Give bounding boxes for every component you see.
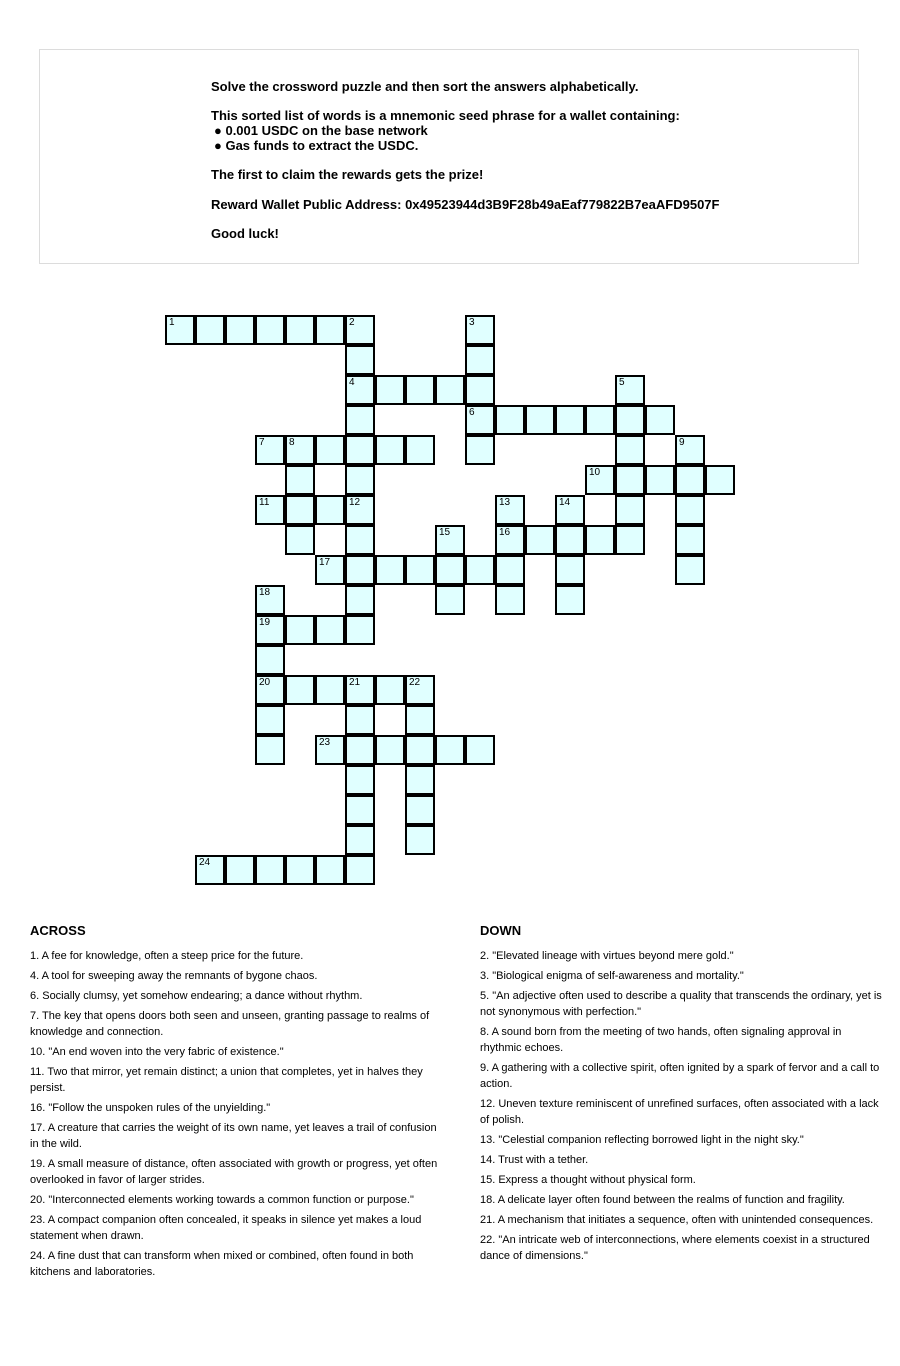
crossword-cell[interactable]: [285, 435, 315, 465]
crossword-cell[interactable]: [345, 795, 375, 825]
crossword-cell[interactable]: [255, 735, 285, 765]
crossword-cell[interactable]: [345, 585, 375, 615]
crossword-cell[interactable]: [285, 525, 315, 555]
crossword-cell[interactable]: [255, 585, 285, 615]
clue-number: 21: [349, 677, 361, 688]
crossword-cell[interactable]: [345, 705, 375, 735]
crossword-cell[interactable]: [345, 345, 375, 375]
across-clue: 10. "An end woven into the very fabric of existence.": [30, 1046, 284, 1058]
bullet-usdc: ● 0.001 USDC on the base network: [214, 123, 428, 138]
crossword-cell[interactable]: [675, 465, 705, 495]
crossword-cell[interactable]: [435, 525, 465, 555]
crossword-cell[interactable]: [585, 465, 615, 495]
crossword-cell[interactable]: [345, 435, 375, 465]
across-clues: [30, 923, 440, 1284]
crossword-cell[interactable]: [495, 525, 525, 555]
crossword-cell[interactable]: [225, 855, 255, 885]
clue-number: 20: [259, 677, 271, 688]
crossword-cell[interactable]: [405, 825, 435, 855]
across-clue: 19. A small measure of distance, often associated with growth or progress, yet often overlooked in favor of larger strides.: [30, 1158, 438, 1186]
clue-number: 18: [259, 587, 271, 598]
crossword-cell[interactable]: [345, 675, 375, 705]
crossword-cell[interactable]: [585, 525, 615, 555]
crossword-cell[interactable]: [675, 555, 705, 585]
crossword-cell[interactable]: [375, 735, 405, 765]
down-clue: 18. A delicate layer often found between the realms of function and fragility.: [480, 1194, 845, 1206]
crossword-cell[interactable]: [255, 645, 285, 675]
clue-number: 8: [289, 437, 295, 448]
crossword-cell[interactable]: [315, 495, 345, 525]
wallet-address: Reward Wallet Public Address: 0x49523944d3B9F28b49aEaf779822B7eaAFD9507F: [211, 197, 720, 212]
crossword-cell[interactable]: [255, 705, 285, 735]
crossword-cell[interactable]: [345, 465, 375, 495]
crossword-cell[interactable]: [555, 555, 585, 585]
crossword-cell[interactable]: [345, 405, 375, 435]
down-clue: 5. "An adjective often used to describe a quality that transcends the ordinary, yet is not synonymous with perfection.": [480, 990, 882, 1018]
crossword-cell[interactable]: [555, 495, 585, 525]
crossword-cell[interactable]: [465, 315, 495, 345]
crossword-cell[interactable]: [495, 555, 525, 585]
crossword-cell[interactable]: [345, 855, 375, 885]
crossword-cell[interactable]: [285, 855, 315, 885]
crossword-cell[interactable]: [705, 465, 735, 495]
down-clue: 13. "Celestial companion reflecting borrowed light in the night sky.": [480, 1134, 804, 1146]
crossword-cell[interactable]: [375, 675, 405, 705]
crossword-cell[interactable]: [345, 555, 375, 585]
across-heading: ACROSS: [30, 923, 86, 938]
across-clue: 23. A compact companion often concealed, it speaks in silence yet makes a loud statement when drawn.: [30, 1214, 422, 1242]
crossword-cell[interactable]: [345, 825, 375, 855]
crossword-cell[interactable]: [525, 405, 555, 435]
crossword-cell[interactable]: [345, 735, 375, 765]
crossword-cell[interactable]: [675, 435, 705, 465]
crossword-cell[interactable]: [615, 525, 645, 555]
down-clue: 15. Express a thought without physical form.: [480, 1174, 696, 1186]
crossword-cell[interactable]: [435, 735, 465, 765]
crossword-cell[interactable]: [345, 315, 375, 345]
crossword-cell[interactable]: [615, 495, 645, 525]
crossword-cell[interactable]: [465, 435, 495, 465]
crossword-cell[interactable]: [345, 525, 375, 555]
crossword-cell[interactable]: [345, 495, 375, 525]
across-clue: 4. A tool for sweeping away the remnants of bygone chaos.: [30, 970, 318, 982]
clue-number: 2: [349, 317, 355, 328]
down-clue: 14. Trust with a tether.: [480, 1154, 589, 1166]
clue-number: 17: [319, 557, 331, 568]
crossword-cell[interactable]: [315, 615, 345, 645]
clue-number: 7: [259, 437, 265, 448]
clue-number: 19: [259, 617, 271, 628]
crossword-cell[interactable]: [615, 405, 645, 435]
crossword-cell[interactable]: [555, 525, 585, 555]
crossword-cell[interactable]: [255, 435, 285, 465]
crossword-cell[interactable]: [405, 735, 435, 765]
crossword-cell[interactable]: [285, 615, 315, 645]
crossword-cell[interactable]: [465, 555, 495, 585]
down-clue: 22. "An intricate web of interconnections, where elements coexist in a structured dance of dimensions.": [480, 1234, 870, 1262]
crossword-cell[interactable]: [585, 405, 615, 435]
down-clues: [480, 923, 885, 1268]
clue-number: 6: [469, 407, 475, 418]
crossword-cell[interactable]: [285, 315, 315, 345]
crossword-cell[interactable]: [315, 315, 345, 345]
down-clue: 12. Uneven texture reminiscent of unrefined surfaces, often associated with a lack of polish.: [480, 1098, 879, 1126]
crossword-cell[interactable]: [495, 585, 525, 615]
clue-number: 4: [349, 377, 355, 388]
crossword-cell[interactable]: [375, 555, 405, 585]
crossword-cell[interactable]: [195, 315, 225, 345]
crossword-cell[interactable]: [315, 675, 345, 705]
clue-number: 23: [319, 737, 331, 748]
crossword-cell[interactable]: [285, 495, 315, 525]
clue-number: 1: [169, 317, 175, 328]
crossword-cell[interactable]: [405, 555, 435, 585]
crossword-cell[interactable]: [255, 855, 285, 885]
crossword-cell[interactable]: [405, 795, 435, 825]
crossword-cell[interactable]: [645, 405, 675, 435]
across-clue: 1. A fee for knowledge, often a steep price for the future.: [30, 950, 304, 962]
crossword-cell[interactable]: [465, 405, 495, 435]
crossword-cell[interactable]: [315, 735, 345, 765]
crossword-cell[interactable]: [495, 495, 525, 525]
crossword-cell[interactable]: [495, 405, 525, 435]
crossword-cell[interactable]: [315, 555, 345, 585]
crossword-cell[interactable]: [525, 525, 555, 555]
crossword-cell[interactable]: [285, 465, 315, 495]
clue-number: 10: [589, 467, 601, 478]
crossword-cell[interactable]: [225, 315, 255, 345]
crossword-cell[interactable]: [405, 375, 435, 405]
crossword-cell[interactable]: [465, 375, 495, 405]
crossword-cell[interactable]: [465, 345, 495, 375]
crossword-cell[interactable]: [405, 705, 435, 735]
down-clue: 2. "Elevated lineage with virtues beyond mere gold.": [480, 950, 734, 962]
across-clue: 24. A fine dust that can transform when mixed or combined, often found in both kitchens and laboratories.: [30, 1250, 414, 1278]
clue-number: 22: [409, 677, 421, 688]
crossword-cell[interactable]: [615, 375, 645, 405]
crossword-cell[interactable]: [645, 465, 675, 495]
seed-phrase-text: This sorted list of words is a mnemonic seed phrase for a wallet containing:: [211, 108, 680, 123]
clue-number: 5: [619, 377, 625, 388]
crossword-cell[interactable]: [555, 585, 585, 615]
instruction-text: Solve the crossword puzzle and then sort the answers alphabetically.: [211, 79, 639, 94]
across-clue: 16. "Follow the unspoken rules of the unyielding.": [30, 1102, 271, 1114]
across-clue: 6. Socially clumsy, yet somehow endearing; a dance without rhythm.: [30, 990, 363, 1002]
claim-text: The first to claim the rewards gets the prize!: [211, 167, 484, 182]
crossword-cell[interactable]: [375, 375, 405, 405]
down-clue: 21. A mechanism that initiates a sequence, often with unintended consequences.: [480, 1214, 874, 1226]
down-clue: 8. A sound born from the meeting of two hands, often signaling approval in rhythmic echoes.: [480, 1026, 842, 1054]
crossword-cell[interactable]: [315, 855, 345, 885]
across-clue: 11. Two that mirror, yet remain distinct; a union that completes, yet in halves they persist.: [30, 1066, 423, 1094]
across-clue: 20. "Interconnected elements working towards a common function or purpose.": [30, 1194, 414, 1206]
crossword-cell[interactable]: [255, 615, 285, 645]
crossword-cell[interactable]: [195, 855, 225, 885]
crossword-cell[interactable]: [375, 435, 405, 465]
clue-number: 24: [199, 857, 211, 868]
crossword-cell[interactable]: [675, 525, 705, 555]
crossword-cell[interactable]: [345, 765, 375, 795]
crossword-cell[interactable]: [615, 435, 645, 465]
clue-number: 14: [559, 497, 571, 508]
crossword-cell[interactable]: [255, 315, 285, 345]
crossword-cell[interactable]: [315, 435, 345, 465]
crossword-cell[interactable]: [405, 765, 435, 795]
crossword-cell[interactable]: [345, 615, 375, 645]
crossword-cell[interactable]: [435, 555, 465, 585]
down-heading: DOWN: [480, 923, 522, 938]
crossword-cell[interactable]: [255, 675, 285, 705]
crossword-cell[interactable]: [465, 735, 495, 765]
clue-number: 13: [499, 497, 511, 508]
down-clue: 9. A gathering with a collective spirit, often ignited by a spark of fervor and a call to action.: [480, 1062, 880, 1090]
crossword-cell[interactable]: [435, 375, 465, 405]
clue-number: 11: [259, 497, 270, 508]
crossword-cell[interactable]: [165, 315, 195, 345]
clue-number: 9: [679, 437, 685, 448]
crossword-cell[interactable]: [435, 585, 465, 615]
clue-number: 15: [439, 527, 451, 538]
clue-number: 16: [499, 527, 511, 538]
crossword-cell[interactable]: [405, 675, 435, 705]
clue-number: 12: [349, 497, 361, 508]
down-clue: 3. "Biological enigma of self-awareness and mortality.": [480, 970, 744, 982]
crossword-cell[interactable]: [285, 675, 315, 705]
clue-number: 3: [469, 317, 475, 328]
crossword-cell[interactable]: [345, 375, 375, 405]
good-luck-text: Good luck!: [211, 226, 279, 241]
crossword-cell[interactable]: [405, 435, 435, 465]
across-clue: 17. A creature that carries the weight of its own name, yet leaves a trail of confusion in the wild.: [30, 1122, 437, 1150]
crossword-cell[interactable]: [255, 495, 285, 525]
crossword-cell[interactable]: [675, 495, 705, 525]
crossword-cell[interactable]: [615, 465, 645, 495]
crossword-cell[interactable]: [555, 405, 585, 435]
bullet-gas: ● Gas funds to extract the USDC.: [214, 138, 419, 153]
across-clue: 7. The key that opens doors both seen and unseen, granting passage to realms of knowledge and connection.: [30, 1010, 430, 1038]
